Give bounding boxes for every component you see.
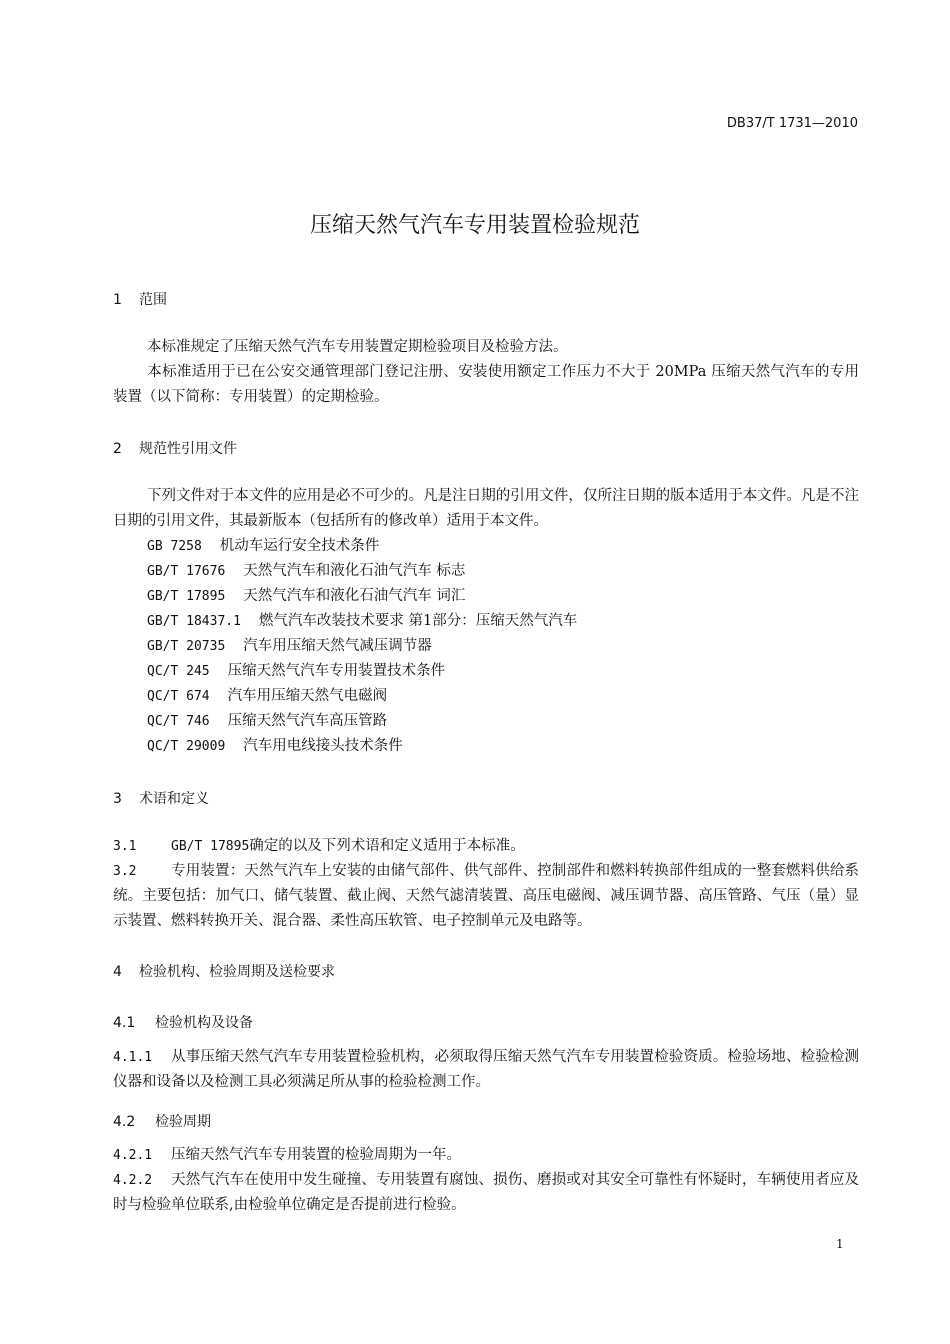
clause-3-1: 3.1 GB/T 17895确定的以及下列术语和定义适用于本标准。	[113, 838, 525, 854]
reference-item: QC/T 245 压缩天然气汽车专用装置技术条件	[147, 663, 446, 679]
reference-item: GB/T 18437.1 燃气汽车改装技术要求 第1部分：压缩天然气汽车	[147, 613, 578, 629]
reference-item: GB/T 17895 天然气汽车和液化石油气汽车 词汇	[147, 588, 466, 604]
section-4-heading	[113, 961, 335, 981]
section-title: 术语和定义	[139, 791, 209, 807]
section-title: 规范性引用文件	[139, 441, 237, 457]
scope-paragraph-1: 本标准规定了压缩天然气汽车专用装置定期检验项目及检验方法。	[147, 339, 568, 355]
section-3-heading	[113, 788, 209, 808]
reference-item: QC/T 29009 汽车用电线接头技术条件	[147, 738, 403, 754]
clause-3-2: 3.2 专用装置：天然气汽车上安装的由储气部件、供气部件、控制部件和燃料转换部件组成的一整套燃料供给系统。主要包括：加气口、储气装置、截止阀、天然气滤清装置、高压电磁阀、减压调节器、高压管路、气压（量）显示装置、燃料转换开关、混合器、柔性高压软管、电子控制单元及电路等。	[113, 863, 859, 929]
section-number: 4	[113, 964, 122, 980]
clause-4-2-2: 4.2.2 天然气汽车在使用中发生碰撞、专用装置有腐蚀、损伤、磨损或对其安全可靠性有怀疑时，车辆使用者应及时与检验单位联系,由检验单位确定是否提前进行检验。	[113, 1172, 859, 1213]
reference-item: GB/T 17676 天然气汽车和液化石油气汽车 标志	[147, 563, 466, 579]
section-title: 检验机构、检验周期及送检要求	[139, 964, 335, 980]
page-number: 1	[836, 1237, 844, 1251]
page-title: 压缩天然气汽车专用装置检验规范	[309, 213, 640, 238]
section-2-heading	[113, 438, 237, 458]
subsection-4-1-heading: 4.1 检验机构及设备	[113, 1015, 253, 1031]
reference-item: GB/T 20735 汽车用压缩天然气减压调节器	[147, 638, 432, 654]
reference-item: GB 7258 机动车运行安全技术条件	[147, 538, 380, 554]
subsection-4-2-heading: 4.2 检验周期	[113, 1114, 211, 1130]
section-number: 2	[113, 441, 122, 457]
reference-item: QC/T 674 汽车用压缩天然气电磁阀	[147, 688, 388, 704]
section-1-heading	[113, 289, 167, 309]
references-intro-paragraph: 下列文件对于本文件的应用是必不可少的。凡是注日期的引用文件，仅所注日期的版本适用于本文件。凡是不注日期的引用文件，其最新版本（包括所有的修改单）适用于本文件。	[113, 488, 859, 529]
reference-item: QC/T 746 压缩天然气汽车高压管路	[147, 713, 388, 729]
clause-4-1-1: 4.1.1 从事压缩天然气汽车专用装置检验机构，必须取得压缩天然气汽车专用装置检验资质。检验场地、检验检测仪器和设备以及检测工具必须满足所从事的检验检测工作。	[113, 1049, 859, 1090]
section-number: 3	[113, 791, 122, 807]
document-code: DB37/T 1731—2010	[726, 116, 858, 131]
section-title: 范围	[139, 292, 167, 308]
scope-paragraph-2: 本标准适用于已在公安交通管理部门登记注册、安装使用额定工作压力不大于 20MPa 压缩天然气汽车的专用装置（以下简称：专用装置）的定期检验。	[113, 364, 859, 405]
clause-4-2-1: 4.2.1 压缩天然气汽车专用装置的检验周期为一年。	[113, 1147, 461, 1163]
section-number: 1	[113, 292, 122, 308]
